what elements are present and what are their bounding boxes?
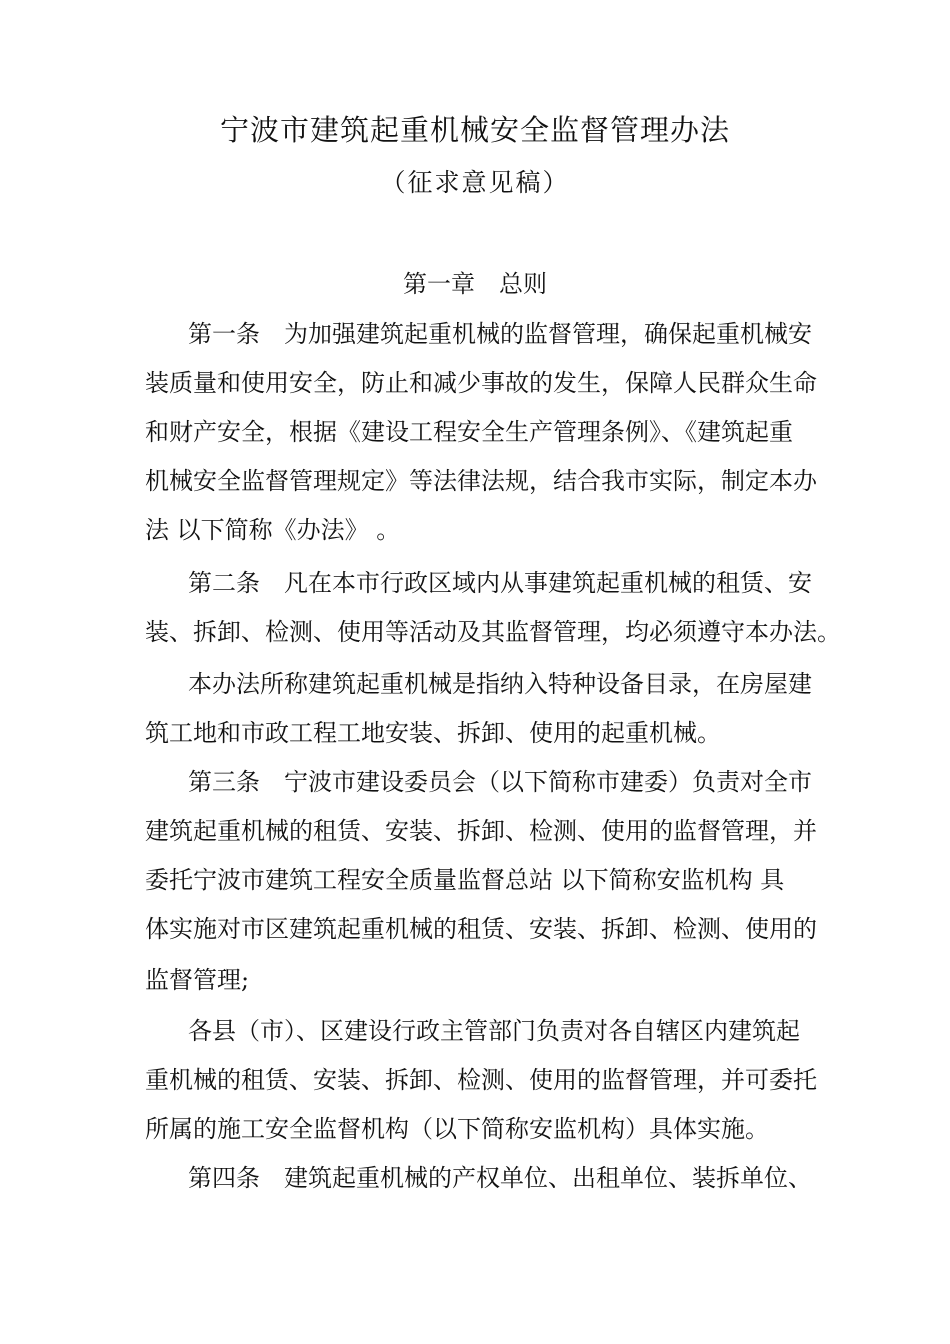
text-line: 机械安全监督管理规定》等法律法规，结合我市实际，制定本办 xyxy=(145,467,817,495)
text-line: 重机械的租赁、安装、拆卸、检测、使用的监督管理，并可委托 xyxy=(145,1066,817,1094)
text-line: 筑工地和市政工程工地安装、拆卸、使用的起重机械。 xyxy=(145,719,721,747)
text-line: 委托宁波市建筑工程安全质量监督总站 以下简称安监机构 具 xyxy=(145,866,785,894)
document-title: 宁波市建筑起重机械安全监督管理办法 xyxy=(219,113,730,147)
text-line: 建筑起重机械的租赁、安装、拆卸、检测、使用的监督管理，并 xyxy=(145,817,817,845)
text-line: 和财产安全，根据《建设工程安全生产管理条例》、《建筑起重 xyxy=(145,418,793,446)
text-line: 装、拆卸、检测、使用等活动及其监督管理，均必须遵守本办法。 xyxy=(145,618,841,646)
text-line: 本办法所称建筑起重机械是指纳入特种设备目录，在房屋建 xyxy=(188,670,812,698)
text-line: 各县（市）、区建设行政主管部门负责对各自辖区内建筑起 xyxy=(188,1017,800,1045)
text-line: 法 以下简称《办法》 。 xyxy=(145,516,401,544)
text-line: 第三条 宁波市建设委员会（以下简称市建委）负责对全市 xyxy=(188,768,812,796)
text-line: 监督管理; xyxy=(145,966,250,994)
document-subtitle: （征求意见稿） xyxy=(380,168,570,197)
text-line: 所属的施工安全监督机构（以下简称安监机构）具体实施。 xyxy=(145,1115,769,1143)
text-line: 装质量和使用安全，防止和减少事故的发生，保障人民群众生命 xyxy=(145,369,817,397)
text-line: 第二条 凡在本市行政区域内从事建筑起重机械的租赁、安 xyxy=(188,569,812,597)
text-line: 体实施对市区建筑起重机械的租赁、安装、拆卸、检测、使用的 xyxy=(145,915,817,943)
chapter-heading: 第一章 总则 xyxy=(403,270,547,298)
text-line: 第四条 建筑起重机械的产权单位、出租单位、装拆单位、 xyxy=(188,1164,812,1192)
text-line: 第一条 为加强建筑起重机械的监督管理，确保起重机械安 xyxy=(188,320,812,348)
